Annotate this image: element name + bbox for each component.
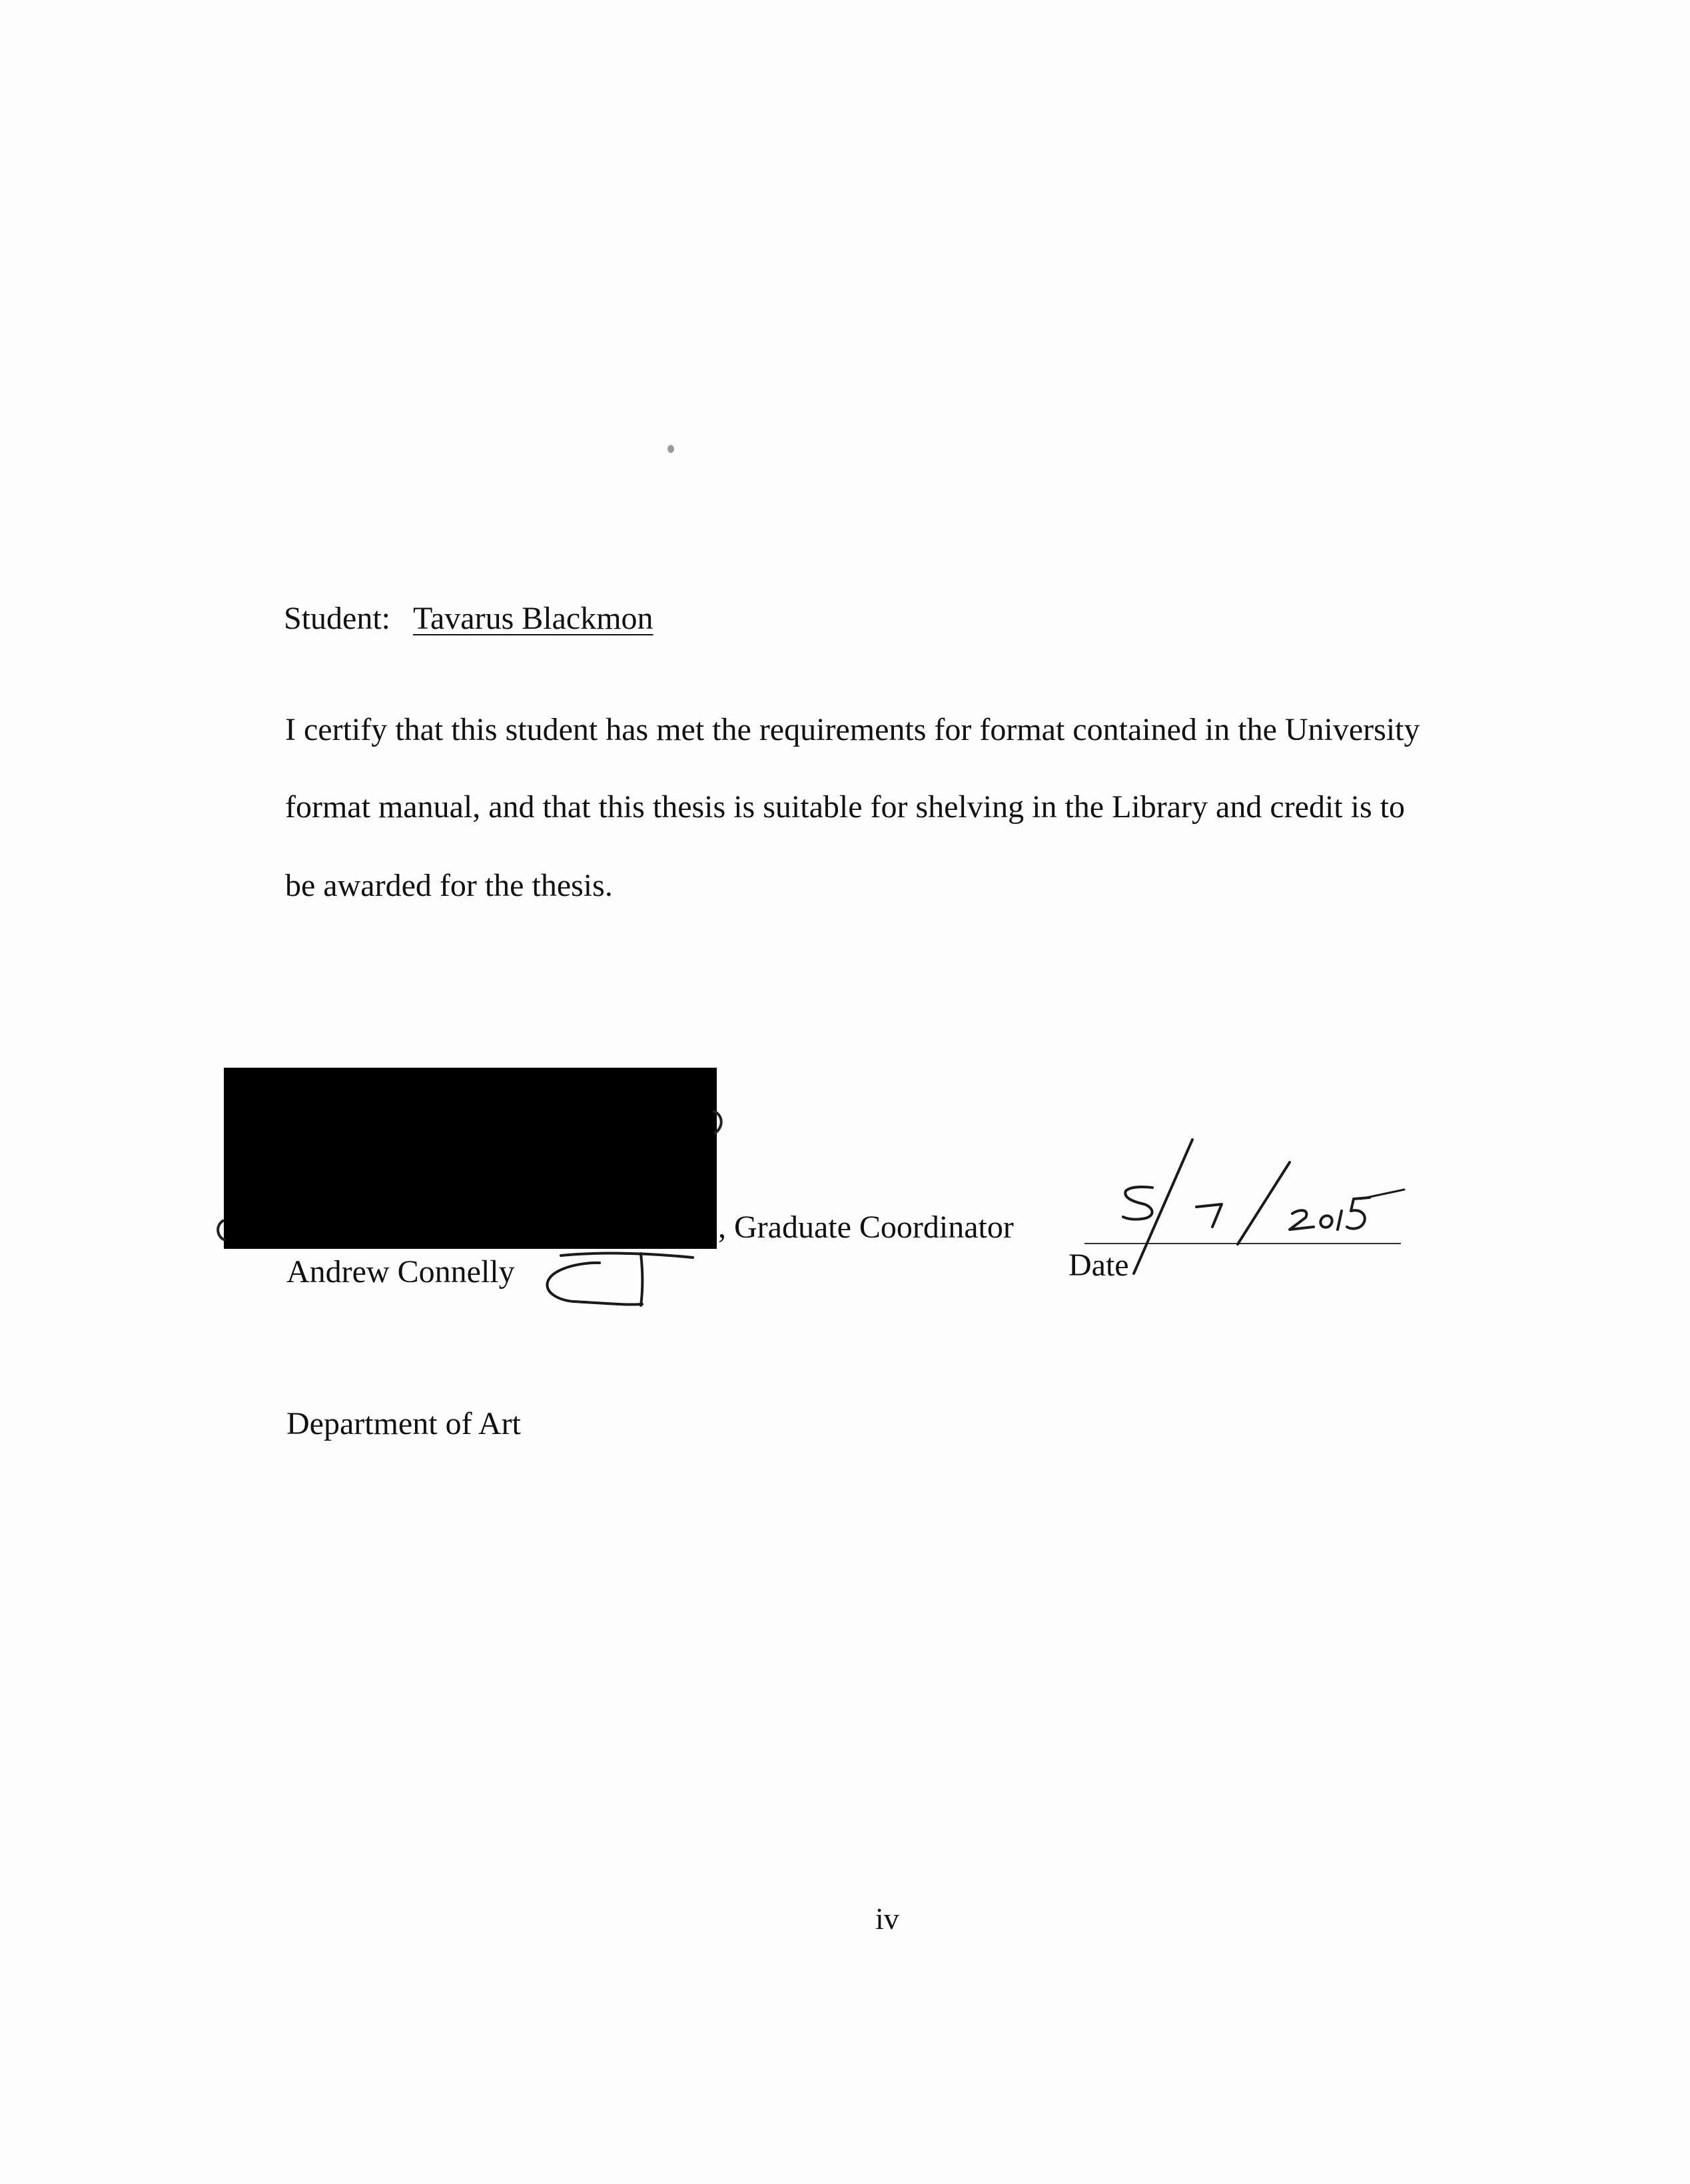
certification-line-1: I certify that this student has met the requirements for format contained in the University	[285, 712, 1420, 747]
department-name: Department of Art	[286, 1406, 521, 1441]
certification-line-2: format manual, and that this thesis is suitable for shelving in the Library and credit is to	[285, 789, 1405, 825]
coordinator-title: , Graduate Coordinator	[718, 1210, 1014, 1245]
date-label: Date	[1068, 1248, 1129, 1283]
page-number: iv	[875, 1902, 899, 1936]
student-label: Student:	[284, 601, 391, 636]
coordinator-name: Andrew Connelly	[286, 1254, 515, 1289]
student-name: Tavarus Blackmon	[413, 601, 653, 636]
certification-line-3: be awarded for the thesis.	[285, 868, 613, 903]
